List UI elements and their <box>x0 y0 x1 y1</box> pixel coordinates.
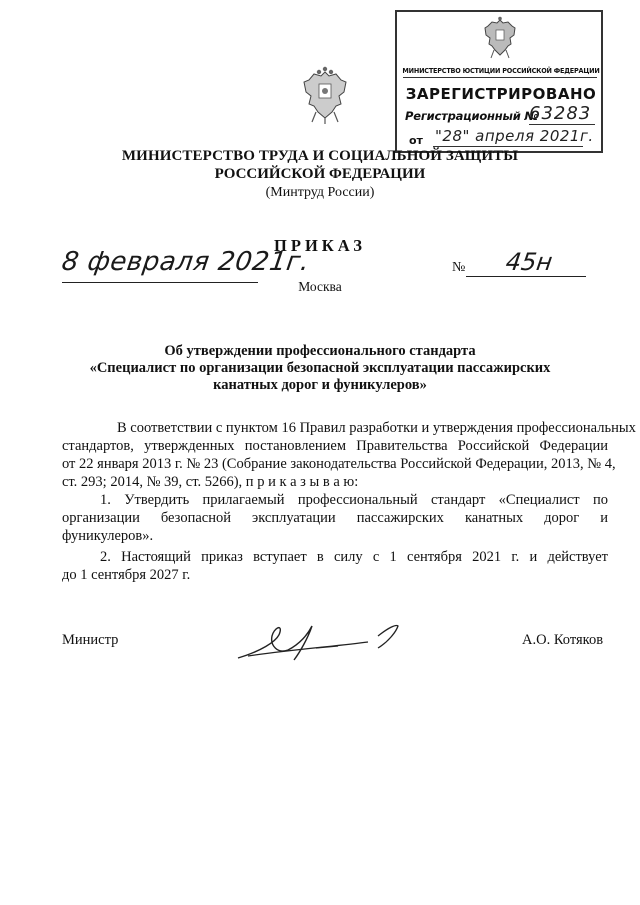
body-line: В соответствии с пунктом 16 Правил разработки и утверждения профессиональных <box>117 420 636 436</box>
body-line: от 22 января 2013 г. № 23 (Собрание законодательства Российской Федерации, 2013, № 4, <box>62 456 616 472</box>
order-date: 8 февраля 2021г. <box>59 247 312 277</box>
stamp-from-label: от <box>409 134 423 147</box>
document-type: ПРИКАЗ <box>274 236 366 255</box>
handwritten-signature <box>228 612 408 664</box>
title-line: Об утверждении профессионального стандарта <box>164 343 476 359</box>
coat-of-arms-icon <box>300 66 350 126</box>
body-line: 1. Утвердить прилагаемый профессиональный стандарт «Специалист по <box>100 492 608 508</box>
stamp-divider <box>403 77 597 78</box>
order-number: 45н <box>504 248 555 276</box>
signatory-name: А.О. Котяков <box>522 632 604 648</box>
stamp-regno-value: 63283 <box>529 103 592 124</box>
stamp-ministry: МИНИСТЕРСТВО ЮСТИЦИИ РОССИЙСКОЙ ФЕДЕРАЦИИ <box>402 66 600 75</box>
body-line: 2. Настоящий приказ вступает в силу с 1 сентября 2021 г. и действует <box>100 549 608 565</box>
stamp-regno-underline <box>529 124 595 125</box>
stamp-regno-label: Регистрационный № <box>405 109 539 123</box>
body-line: фуникулеров». <box>62 528 154 544</box>
city: Москва <box>298 279 342 294</box>
stamp-registered: ЗАРЕГИСТРИРОВАНО <box>405 85 597 103</box>
ministry-short-name: (Минтруд России) <box>265 185 375 200</box>
ministry-name-line2: РОССИЙСКОЙ ФЕДЕРАЦИИ <box>214 166 426 182</box>
signatory-title: Министр <box>62 632 119 648</box>
ministry-name-line1: МИНИСТЕРСТВО ТРУДА И СОЦИАЛЬНОЙ ЗАЩИТЫ <box>121 148 519 164</box>
body-line: ст. 293; 2014, № 39, ст. 5266), п р и к а з ы в а ю: <box>62 474 359 490</box>
stamp-coat-of-arms-icon <box>482 16 518 62</box>
number-sign: № <box>452 260 466 275</box>
registration-stamp <box>395 10 603 153</box>
body-line: стандартов, утвержденных постановлением Правительства Российской Федерации <box>62 438 608 454</box>
body-line: организации безопасной эксплуатации пассажирских канатных дорог и <box>62 510 608 526</box>
body-line: до 1 сентября 2027 г. <box>62 567 191 583</box>
stamp-date-underline <box>433 146 583 147</box>
title-line: «Специалист по организации безопасной эксплуатации пассажирских <box>89 360 551 376</box>
number-underline <box>466 276 586 277</box>
stamp-date: "28" апреля 2021г. <box>435 127 594 145</box>
title-line: канатных дорог и фуникулеров» <box>213 377 427 393</box>
